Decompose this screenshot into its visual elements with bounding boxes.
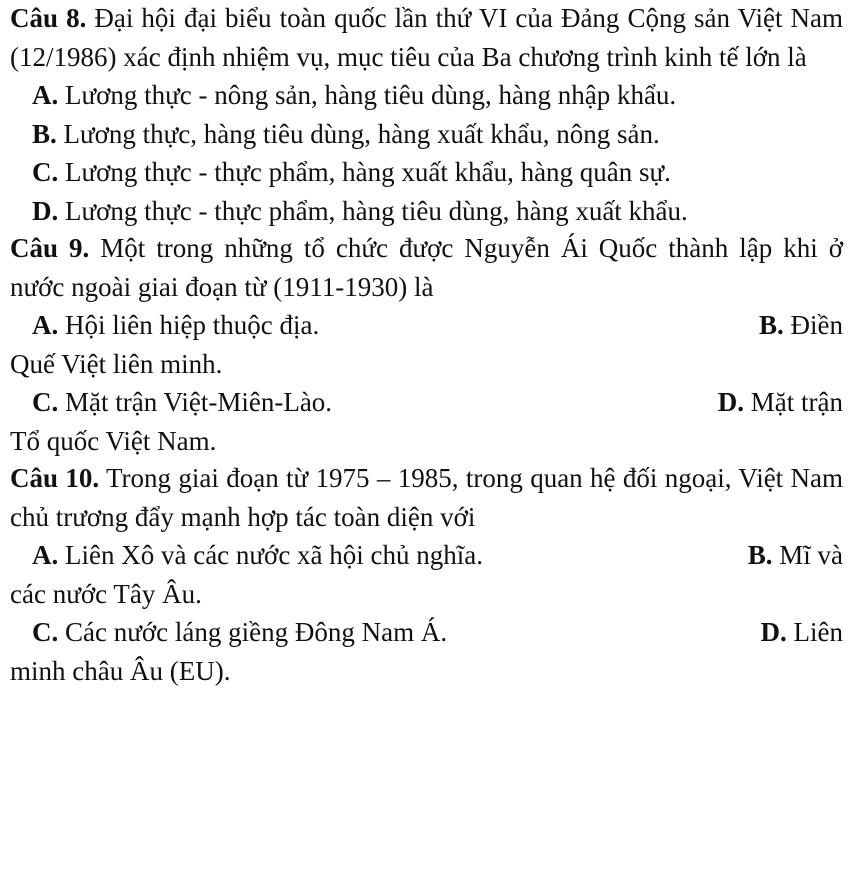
- q10-options-ab: [10, 536, 843, 575]
- option-text: Mặt trận: [750, 387, 843, 417]
- option-text: Lương thực, hàng tiêu dùng, hàng xuất khẩu, nông sản.: [63, 118, 660, 149]
- option-letter: B.: [759, 310, 784, 340]
- option-text: Lương thực - thực phẩm, hàng xuất khẩu, hàng quân sự.: [65, 157, 671, 187]
- question-10-stem: Trong giai đoạn từ 1975 – 1985, trong quan hệ đối ngoại, Việt Nam chủ trương đẩy mạnh hợp tác toàn diện với: [10, 463, 844, 532]
- q9-options-ab: [10, 306, 843, 345]
- option-text: Hội liên hiệp thuộc địa.: [65, 310, 320, 340]
- option-letter: C.: [32, 617, 59, 647]
- question-8-number: Câu 8.: [10, 3, 87, 33]
- question-8: [10, 0, 843, 76]
- question-10: [10, 459, 843, 536]
- q8-option-b: [10, 115, 843, 154]
- question-8-stem: Đại hội đại biểu toàn quốc lần thứ VI của Đảng Cộng sản Việt Nam (12/1986) xác định nhiệm vụ, mục tiêu của Ba chương trình kinh tế lớn là: [10, 3, 844, 72]
- option-text: Lương thực - thực phẩm, hàng tiêu dùng, hàng xuất khẩu.: [65, 195, 688, 226]
- option-letter: D.: [760, 617, 787, 647]
- q8-option-d: [10, 192, 843, 231]
- question-10-number: Câu 10.: [10, 463, 100, 493]
- option-text: Liên: [793, 617, 843, 647]
- option-text: Liên Xô và các nước xã hội chủ nghĩa.: [65, 540, 484, 570]
- q10-option-c: [32, 617, 447, 647]
- q10-option-d: [739, 613, 843, 652]
- q10-option-a: [32, 540, 483, 570]
- option-letter: A.: [32, 310, 59, 340]
- option-text: Mặt trận Việt-Miên-Lào.: [65, 387, 333, 417]
- option-letter: C.: [32, 387, 59, 417]
- option-letter: A.: [32, 540, 59, 570]
- question-9-number: Câu 9.: [10, 233, 90, 263]
- q9-option-c: [32, 387, 332, 417]
- option-text: Điền: [790, 310, 843, 340]
- q10-option-b-continued: các nước Tây Âu.: [10, 578, 202, 609]
- q8-option-a: [10, 76, 843, 115]
- q9-option-b-continued: Quế Việt liên minh.: [10, 348, 223, 379]
- q8-option-c: [10, 153, 843, 192]
- q10-option-d-continued: minh châu Âu (EU).: [10, 655, 231, 686]
- q10-option-b: [726, 536, 843, 575]
- option-text: Mĩ và: [779, 540, 843, 570]
- option-letter: A.: [32, 80, 59, 110]
- q9-option-d: [696, 383, 843, 422]
- option-letter: D.: [32, 195, 59, 226]
- q9-option-a: [32, 310, 319, 340]
- question-9-stem: Một trong những tổ chức được Nguyễn Ái Quốc thành lập khi ở nước ngoài giai đoạn từ (1911-1930) là: [10, 233, 844, 302]
- question-9: [10, 229, 843, 306]
- q9-option-b: [737, 306, 843, 345]
- option-text: Các nước láng giềng Đông Nam Á.: [65, 617, 448, 647]
- option-text: Lương thực - nông sản, hàng tiêu dùng, hàng nhập khẩu.: [65, 80, 677, 110]
- q9-options-cd: [10, 383, 843, 422]
- option-letter: C.: [32, 157, 59, 187]
- q10-options-cd: [10, 613, 843, 652]
- q9-option-d-continued: Tổ quốc Việt Nam.: [10, 425, 217, 456]
- option-letter: B.: [747, 540, 773, 570]
- option-letter: D.: [717, 387, 745, 417]
- option-letter: B.: [32, 118, 57, 149]
